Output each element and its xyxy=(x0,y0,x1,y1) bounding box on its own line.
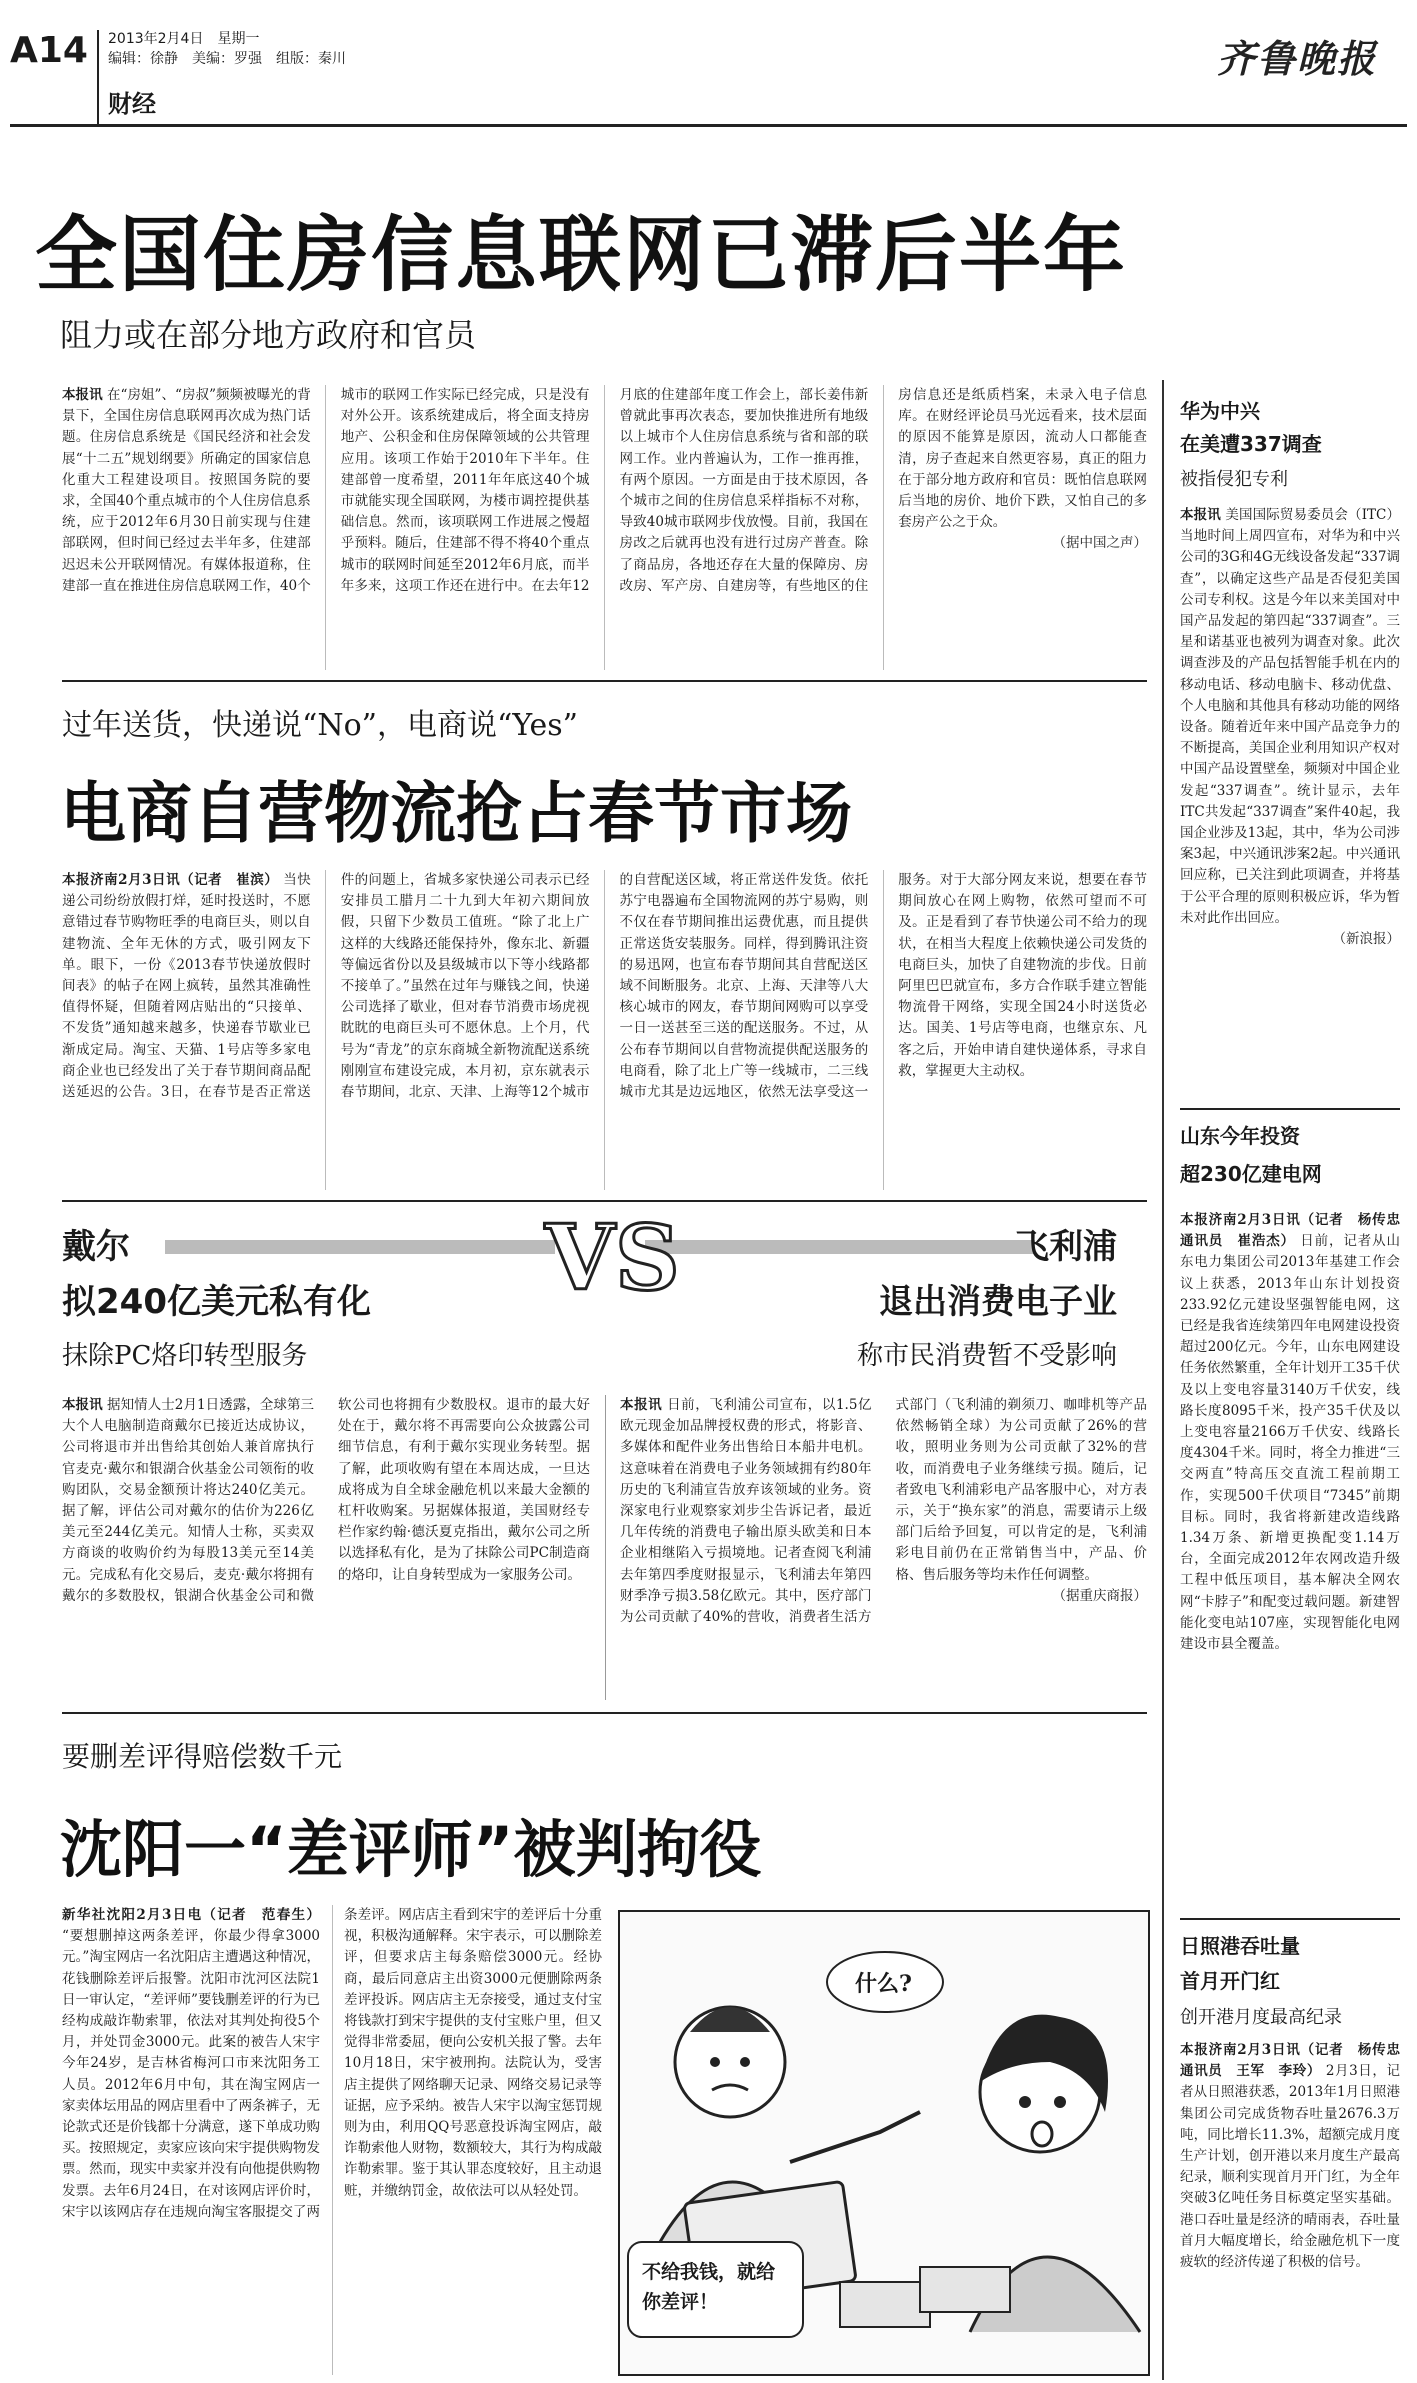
ecommerce-kicker: 过年送货，快递说“No”，电商说“Yes” xyxy=(62,708,579,743)
dell-byline: 本报讯 xyxy=(62,1397,103,1413)
paper-logo: 齐鲁晚报 xyxy=(1216,36,1377,81)
ecommerce-body xyxy=(62,870,1147,1190)
shenyang-kicker: 要删差评得赔偿数千元 xyxy=(62,1740,343,1773)
shandong-body xyxy=(1180,1210,1414,1910)
philips-text: 日前，飞利浦公司宣布，以1.5亿欧元现金加品牌授权费的形式，将影音、多媒体和配件业务出售给日本船井电机。这意味着在消费电子业务领域拥有约80年历史的飞利浦宣告放弃该领域的业务。资深家电行业观察家刘步尘告诉记者，最近几年传统的消费电子输出原头欧美和日本企业相继陷入亏损境地。记者查阅飞利浦去年第四季度财报显示，飞利浦去年第四财季净亏损3.58亿欧元。其中，医疗部门为公司贡献了40%的营收，消费者生活方式部门（飞利浦的剃须刀、咖啡机等产品依然畅销全球）为公司贡献了26%的营收，照明业务则为公司贡献了32%的营收，而消费电子业务继续亏损。随后，记者致电飞利浦彩电产品客服中心，对方表示，关于“换东家”的消息，需要请示上级部门后给予回复，可以肯定的是，飞利浦彩电目前仍在正常销售当中，产品、价格、售后服务等均未作任何调整。 xyxy=(620,1397,1147,1626)
shandong-title-2: 超230亿建电网 xyxy=(1180,1162,1322,1186)
dell-subhead: 抹除PC烙印转型服务 xyxy=(62,1341,308,1371)
sidebar-divider xyxy=(1162,380,1164,2380)
vs-mark: VS xyxy=(545,1205,680,1311)
lead-subhead: 阻力或在部分地方政府和官员 xyxy=(60,316,477,354)
huawei-title-2: 在美遭337调查 xyxy=(1180,432,1322,456)
huawei-text: 美国国际贸易委员会（ITC）当地时间上周四宣布，对华为和中兴公司的3G和4G无线设备发起“337调查”，以确定这些产品是否侵犯美国公司专利权。这是今年以来美国对中国产品发起的第四起“337调查”。三星和诺基亚也被列为调查对象。此次调查涉及的产品包括智能手机在内的移动电话、移动电脑卡、移动优盘、个人电脑和其他具有移动功能的网络设备。随着近年来中国产品竞争力的不断提高，美国企业利用知识产权对中国产品设置壁垒，频频对中国企业发起“337调查”。统计显示，去年ITC共发起“337调查”案件40起，我国企业涉及13起，其中，华为公司涉案3起，中兴通讯涉案2起。中兴通讯回应称，已关注到此项调查，并将基于公平合理的原则积极应诉，华为暂未对此作出回应。 xyxy=(1180,507,1400,926)
vs-bar-right xyxy=(645,1240,1035,1254)
section-label: 财经 xyxy=(108,90,156,118)
ecommerce-bottom-rule xyxy=(62,1200,1147,1202)
rizhao-byline: 本报济南2月3日讯（记者 杨传忠 通讯员 王军 李玲） xyxy=(1180,2042,1414,2080)
shenyang-body xyxy=(62,1905,602,2375)
lead-text: 在“房姐”、“房叔”频频被曝光的背景下，全国住房信息联网再次成为热门话题。住房信息系统是《国民经济和社会发展“十二五”规划纲要》所确定的国家信息化重大工程建设项目。按照国务院的要求，全国40个重点城市的个人住房信息系统，应于2012年6月30日前实现与住建部联网，但时间已经过去半年多，住建部迟迟未公开联网情况。有媒体报道称，住建部一直在推进住房信息联网工作，40个城市的联网工作实际已经完成，只是没有对外公开。该系统建成后，将全面支持房地产、公积金和住房保障领域的公共管理应用。该项工作始于2010年下半年。住建部曾一度希望，2011年年底这40个城市就能实现全国联网，为楼市调控提供基础信息。然而，该项联网工作进展之慢超乎预料。随后，住建部不得不将40个重点城市的联网时间延至2012年6月底，而半年多来，这项工作还在进行中。在去年12月底的住建部年度工作会上，部长姜伟新曾就此事再次表态，要加快推进所有地级以上城市个人住房信息系统与省和部的联网工作。业内普遍认为，工作一推再推，有两个原因。一方面是由于技术原因，各个城市之间的住房信息采样指标不对称，导致40城市联网步伐放慢。目前，我国在房改之后就再也没有进行过房产普查。除了商品房，各地还存在大量的保障房、房改房、军产房、自建房等，有些地区的住房信息还是纸质档案，未录入电子信息库。在财经评论员马光远看来，技术层面的原因不能算是原因，流动人口都能查清，房子查起来自然更容易，真正的阻力在于部分地方政府和官员：既怕信息联网后当地的房价、地价下跌，又怕自己的多套房产公之于众。 xyxy=(62,387,1147,594)
shenyang-headline: 沈阳一“差评师”被判拘役 xyxy=(60,1813,762,1886)
huawei-title-1: 华为中兴 xyxy=(1180,399,1260,423)
ecommerce-headline: 电商自营物流抢占春节市场 xyxy=(60,775,852,852)
rizhao-body xyxy=(1180,2040,1414,2375)
ecommerce-text: 当快递公司纷纷放假打烊，延时投送时，不愿意错过春节购物旺季的电商巨头，则以自建物流、全年无休的方式，吸引网友下单。眼下，一份《2013春节快递放假时间表》的帖子在网上疯转，虽然其准确性值得怀疑，但随着网店贴出的“只接单、不发货”通知越来越多，快递春节歇业已渐成定局。淘宝、天猫、1号店等多家电商企业也已经发出了关于春节期间商品配送延迟的公告。3日，在春节是否正常送件的问题上，省城多家快递公司表示已经安排员工腊月二十九到大年初六期间放假，只留下少数员工值班。“除了北上广这样的大线路还能保持外，像东北、新疆等偏远省份以及县级城市以下等小线路都不接单了。”虽然在过年与赚钱之间，快递公司选择了歇业，但对春节消费市场虎视眈眈的电商巨头可不愿休息。上个月，代号为“青龙”的京东商城全新物流配送系统刚刚宣布建设完成，本月初，京东就表示春节期间，北京、天津、上海等12个城市的自营配送区域，将正常送件发货。依托苏宁电器遍布全国物流网的苏宁易购，则不仅在春节期间推出运费优惠，而且提供正常送货安装服务。同样，得到腾讯注资的易迅网，也宣布春节期间其自营配送区域不间断服务。北京、上海、天津等八大核心城市的网友，春节期间网购可以享受一日一送甚至三送的配送服务。不过，从公布春节期间以自营物流提供配送服务的电商看，除了北上广等一线城市，二三线城市尤其是边远地区，依然无法享受这一服务。对于大部分网友来说，想要在春节期间放心在网上购物，依然可望而不可及。正是看到了春节快递公司不给力的现状，在相当大程度上依赖快递公司发货的电商巨头，加快了自建物流的步伐。日前阿里巴巴就宣布，多方合作联手建立智能物流骨干网络，实现全国24小时送货必达。国美、1号店等电商，也继京东、凡客之后，开始申请自建快递体系，寻求自救，掌握更大主动权。 xyxy=(62,872,1147,1101)
editors-line: 编辑：徐静 美编：罗强 组版：秦川 xyxy=(108,51,346,67)
huawei-body xyxy=(1180,505,1400,1095)
huawei-byline: 本报讯 xyxy=(1180,507,1221,523)
dell-title-1: 戴尔 xyxy=(62,1227,130,1267)
huawei-bottom-rule xyxy=(1180,1108,1400,1110)
dell-body xyxy=(62,1395,590,1700)
masthead-vertical-rule xyxy=(97,30,99,126)
philips-title-1: 飞利浦 xyxy=(1015,1227,1117,1267)
huawei-subhead: 被指侵犯专利 xyxy=(1180,469,1288,490)
cartoon-illustration xyxy=(618,1910,1150,2376)
philips-title-2: 退出消费电子业 xyxy=(879,1282,1117,1322)
date-line: 2013年2月4日 星期一 xyxy=(108,31,260,47)
page-number: A14 xyxy=(10,30,88,71)
philips-body xyxy=(620,1395,1147,1700)
philips-subhead: 称市民消费暂不受影响 xyxy=(856,1341,1117,1371)
vs-bar-left xyxy=(165,1240,555,1254)
lead-bottom-rule xyxy=(62,680,1147,682)
shenyang-byline: 新华社沈阳2月3日电（记者 范春生） xyxy=(62,1907,320,1923)
shandong-text: 日前，记者从山东电力集团公司2013年基建工作会议上获悉，2013年山东计划投资233.92亿元建设坚强智能电网，这已经是我省连续第四年电网建设投资超过200亿元。今年，山东电网建设任务依然繁重，全年计划开工35千伏及以上变电容量3140万千伏安，线路长度8095千米，投产35千伏及以上变电容量2166万千伏安、线路长度4304千米。同时，将全力推进“三交两直”特高压交直流工程前期工作，实现500千伏项目“7345”前期目标。同时，我省将新建改造线路1.34万条、新增更换配变1.14万台，全面完成2012年农网改造升级工程中低压项目，基本解决全网农网“卡脖子”和配变过载问题。新建智能化变电站107座，实现智能化电网建设市县全覆盖。 xyxy=(1180,1233,1400,1653)
lead-body xyxy=(62,385,1147,670)
dell-text: 据知情人士2月1日透露，全球第三大个人电脑制造商戴尔已接近达成协议，公司将退市并出售给其创始人兼首席执行官麦克·戴尔和银湖合伙基金公司领衔的收购团队，交易金额预计将达240亿美元。据了解，评估公司对戴尔的估价为226亿美元至244亿美元。知情人士称，买卖双方商谈的收购价约为每股13美元至14美元。完成私有化交易后，麦克·戴尔将拥有戴尔的多数股权，银湖合伙基金公司和微软公司也将拥有少数股权。退市的最大好处在于，戴尔将不再需要向公众披露公司细节信息，有利于戴尔实现业务转型。据了解，此项收购有望在本周达成，一旦达成将成为自全球金融危机以来最大金额的杠杆收购案。另据媒体报道，美国财经专栏作家约翰·德沃夏克指出，戴尔公司之所以选择私有化，是为了抹除公司PC制造商的烙印，让自身转型成为一家服务公司。 xyxy=(62,1397,590,1604)
rizhao-subhead: 创开港月度最高纪录 xyxy=(1180,2007,1342,2028)
rizhao-title-2: 首月开门红 xyxy=(1180,1969,1280,1993)
cartoon-bubble-what: 什么? xyxy=(855,1971,912,1997)
lead-byline: 本报讯 xyxy=(62,387,103,403)
shandong-byline: 本报济南2月3日讯（记者 杨传忠 通讯员 崔浩杰） xyxy=(1180,1212,1414,1250)
shandong-bottom-rule xyxy=(1180,1918,1400,1920)
philips-byline: 本报讯 xyxy=(620,1397,663,1413)
lead-headline: 全国住房信息联网已滞后半年 xyxy=(35,208,1128,303)
rizhao-title-1: 日照港吞吐量 xyxy=(1180,1934,1300,1958)
dell-title-2: 拟240亿美元私有化 xyxy=(62,1282,371,1322)
rizhao-text: 2月3日，记者从日照港获悉，2013年1月日照港集团公司完成货物吞吐量2676.3万吨，同比增长11.3%，超额完成月度生产计划，创开港以来月度生产最高纪录，顺利实现首月开门红，为全年突破3亿吨任务目标奠定坚实基础。港口吞吐量是经济的晴雨表，吞吐量首月大幅度增长，给金融危机下一度疲软的经济传递了积极的信号。 xyxy=(1180,2063,1400,2271)
vs-divider xyxy=(605,1395,606,1700)
masthead-rule xyxy=(10,124,1407,127)
versus-bottom-rule xyxy=(62,1712,1147,1714)
shenyang-text: “要想删掉这两条差评，你最少得拿3000元。”淘宝网店一名沈阳店主遭遇这种情况，花钱删除差评后报警。沈阳市沈河区法院1日一审认定，“差评师”要钱删差评的行为已经构成敲诈勒索罪，依法对其判处拘役5个月，并处罚金3000元。此案的被告人宋宇今年24岁，是吉林省梅河口市来沈阳务工人员。2012年6月中旬，其在淘宝网店一家卖体坛用品的网店里看中了两条裤子，无论款式还是价钱都十分满意，遂下单成功购买。按照规定，卖家应该向宋宇提供购物发票。然而，现实中卖家并没有向他提供购物发票。去年6月24日，在对该网店评价时，宋宇以该网店存在违规向淘宝客服提交了两条差评。网店店主看到宋宇的差评后十分重视，积极沟通解释。宋宇表示，可以删除差评，但要求店主每条赔偿3000元。经协商，最后同意店主出资3000元便删除两条差评投诉。网店店主无奈接受，通过支付宝将钱款打到宋宇提供的支付宝账户里，但又觉得非常委屈，便向公安机关报了警。去年10月18日，宋宇被刑拘。法院认为，受害店主提供了网络聊天记录、网络交易记录等证据，应予采纳。被告人宋宇以淘宝惩罚规则为由，利用QQ号恶意投诉淘宝网店，敲诈勒索他人财物，数额较大，其行为构成敲诈勒索罪。鉴于其认罪态度较好，且主动退赃，并缴纳罚金，故依法可以从轻处罚。 xyxy=(62,1907,602,2220)
philips-source: （据重庆商报） xyxy=(1052,1587,1147,1604)
shandong-title-1: 山东今年投资 xyxy=(1180,1124,1300,1148)
huawei-source: （新浪报） xyxy=(1332,931,1400,948)
ecommerce-byline: 本报济南2月3日讯（记者 崔滨） xyxy=(62,872,279,888)
lead-source: （据中国之声） xyxy=(1052,535,1147,552)
cartoon-bubble-threat: 不给我钱，就给你差评！ xyxy=(642,2261,776,2313)
